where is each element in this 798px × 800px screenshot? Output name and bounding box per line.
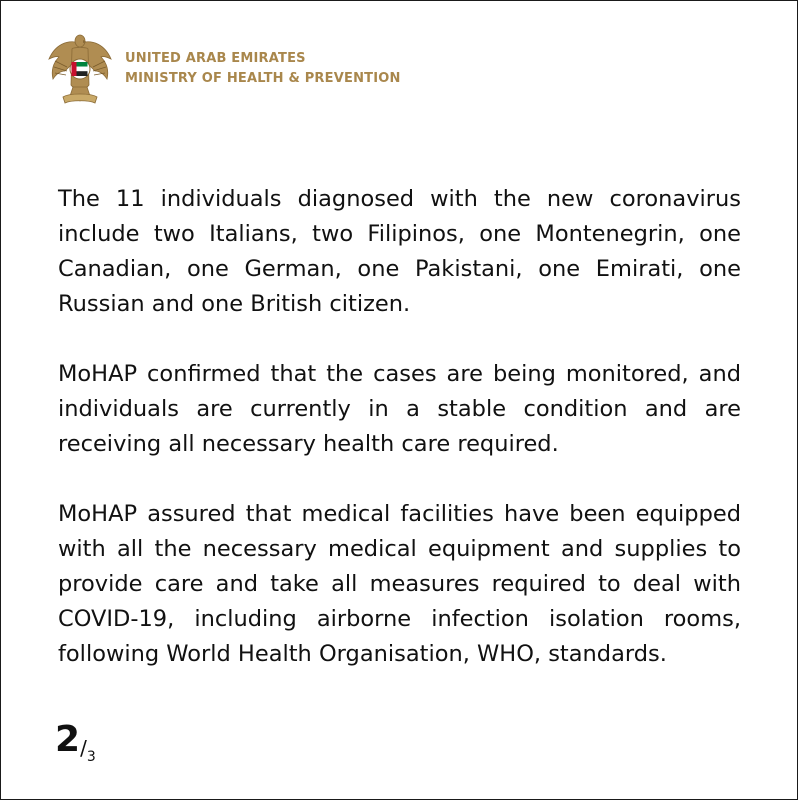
page-separator: / [80, 736, 87, 760]
paragraph-monitoring: MoHAP confirmed that the cases are being monitored, and individuals are currently in a stable condition and are receiving all necessary health care required. [58, 361, 741, 457]
current-page: 2 [55, 719, 81, 760]
uae-falcon-emblem-icon [45, 29, 115, 109]
org-ministry: MINISTRY OF HEALTH & PREVENTION [125, 71, 401, 86]
statement-body [58, 182, 741, 707]
header [45, 29, 401, 109]
page-indicator [55, 719, 96, 765]
paragraph-facilities: MoHAP assured that medical facilities have been equipped with all the necessary medical equipment and supplies to provide care and take all measures required to deal with COVID-19, including airborne infection isolation rooms, following World Health Organisation, WHO, standards. [58, 501, 741, 667]
paragraph-nationalities: The 11 individuals diagnosed with the new coronavirus include two Italians, two Filipinos, one Montenegrin, one Canadian, one German, one Pakistani, one Emirati, one Russian and one British citizen. [58, 186, 741, 317]
org-country: UNITED ARAB EMIRATES [125, 51, 306, 66]
total-pages: 3 [86, 749, 96, 765]
organization-name [125, 49, 401, 89]
